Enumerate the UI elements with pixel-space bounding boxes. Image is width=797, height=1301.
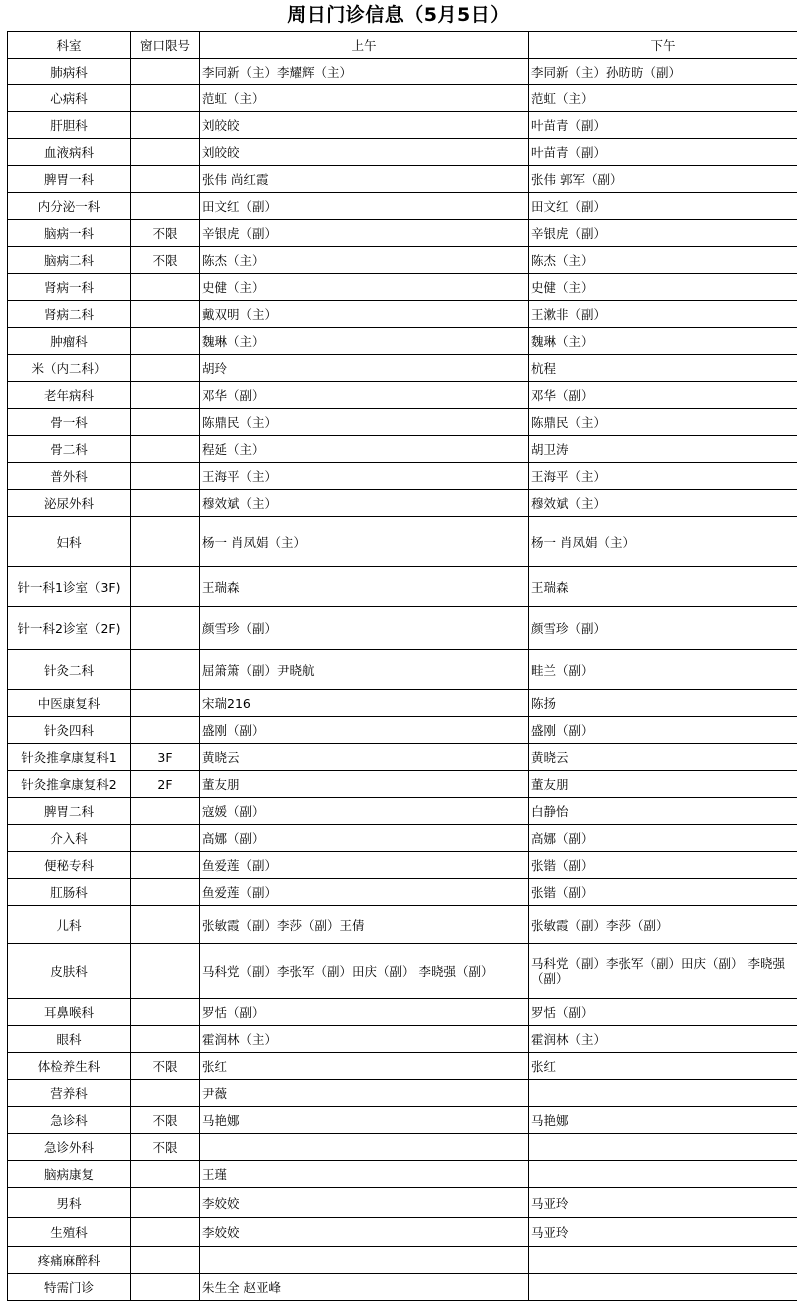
morning-cell: 霍润林（主） (200, 1026, 529, 1053)
afternoon-cell: 王瑞森 (529, 567, 797, 607)
morning-cell: 马科党（副）李张军（副）田庆（副） 李晓强（副） (200, 944, 529, 999)
table-row (8, 247, 797, 274)
morning-cell: 鱼爱莲（副） (200, 852, 529, 879)
window-limit-cell (131, 490, 200, 517)
department-cell: 介入科 (8, 825, 131, 852)
morning-cell: 刘皎皎 (200, 112, 529, 139)
afternoon-cell (529, 1134, 797, 1161)
afternoon-cell: 颜雪珍（副） (529, 607, 797, 650)
window-limit-cell (131, 906, 200, 944)
table-row (8, 436, 797, 463)
window-limit-cell (131, 436, 200, 463)
morning-cell: 董友朋 (200, 771, 529, 798)
window-limit-cell (131, 567, 200, 607)
morning-cell: 陈杰（主） (200, 247, 529, 274)
table-row (8, 1274, 797, 1301)
department-cell: 针灸四科 (8, 717, 131, 744)
department-cell: 妇科 (8, 517, 131, 567)
table-row (8, 328, 797, 355)
department-cell: 普外科 (8, 463, 131, 490)
window-limit-cell (131, 825, 200, 852)
morning-cell: 李姣姣 (200, 1218, 529, 1247)
table-row (8, 517, 797, 567)
department-cell: 血液病科 (8, 139, 131, 166)
morning-cell: 刘皎皎 (200, 139, 529, 166)
afternoon-cell: 穆效斌（主） (529, 490, 797, 517)
table-row (8, 906, 797, 944)
schedule-table (7, 31, 797, 1301)
window-limit-cell (131, 1188, 200, 1218)
window-limit-cell (131, 1026, 200, 1053)
department-cell: 肿瘤科 (8, 328, 131, 355)
department-cell: 儿科 (8, 906, 131, 944)
window-limit-cell (131, 139, 200, 166)
afternoon-cell: 高娜（副） (529, 825, 797, 852)
table-row (8, 717, 797, 744)
department-cell: 肛肠科 (8, 879, 131, 906)
morning-cell: 范虹（主） (200, 85, 529, 112)
department-cell: 脑病康复 (8, 1161, 131, 1188)
table-row (8, 220, 797, 247)
morning-cell: 高娜（副） (200, 825, 529, 852)
department-cell: 男科 (8, 1188, 131, 1218)
department-cell: 特需门诊 (8, 1274, 131, 1301)
morning-cell: 盛刚（副） (200, 717, 529, 744)
window-limit-cell (131, 999, 200, 1026)
morning-cell: 邓华（副） (200, 382, 529, 409)
window-limit-cell: 不限 (131, 1107, 200, 1134)
department-cell: 针一科2诊室（2F) (8, 607, 131, 650)
window-limit-cell (131, 382, 200, 409)
window-limit-cell (131, 193, 200, 220)
afternoon-cell: 董友朋 (529, 771, 797, 798)
department-cell: 体检养生科 (8, 1053, 131, 1080)
department-cell: 生殖科 (8, 1218, 131, 1247)
window-limit-cell (131, 463, 200, 490)
afternoon-cell: 白静怡 (529, 798, 797, 825)
afternoon-cell: 王海平（主） (529, 463, 797, 490)
afternoon-cell: 张锴（副） (529, 852, 797, 879)
window-limit-cell: 不限 (131, 220, 200, 247)
morning-cell: 张伟 尚红霞 (200, 166, 529, 193)
table-row (8, 607, 797, 650)
afternoon-cell: 陈鼎民（主） (529, 409, 797, 436)
table-row (8, 744, 797, 771)
morning-cell (200, 1134, 529, 1161)
afternoon-cell: 罗恬（副） (529, 999, 797, 1026)
morning-cell: 张红 (200, 1053, 529, 1080)
window-limit-cell (131, 607, 200, 650)
department-cell: 针灸推拿康复科2 (8, 771, 131, 798)
afternoon-cell: 黄晓云 (529, 744, 797, 771)
table-row (8, 771, 797, 798)
department-cell: 肾病一科 (8, 274, 131, 301)
department-cell: 脑病二科 (8, 247, 131, 274)
header-afternoon: 下午 (529, 32, 797, 59)
department-cell: 肺病科 (8, 59, 131, 85)
window-limit-cell (131, 59, 200, 85)
morning-cell: 黄晓云 (200, 744, 529, 771)
table-row (8, 798, 797, 825)
department-cell: 急诊外科 (8, 1134, 131, 1161)
afternoon-cell: 张锴（副） (529, 879, 797, 906)
morning-cell: 朱生全 赵亚峰 (200, 1274, 529, 1301)
department-cell: 疼痛麻醉科 (8, 1247, 131, 1274)
morning-cell: 胡玲 (200, 355, 529, 382)
department-cell: 脾胃二科 (8, 798, 131, 825)
window-limit-cell (131, 1247, 200, 1274)
afternoon-cell: 张红 (529, 1053, 797, 1080)
afternoon-cell (529, 1080, 797, 1107)
table-row (8, 490, 797, 517)
department-cell: 泌尿外科 (8, 490, 131, 517)
morning-cell: 寇媛（副） (200, 798, 529, 825)
morning-cell: 王瑾 (200, 1161, 529, 1188)
afternoon-cell: 张伟 郭军（副） (529, 166, 797, 193)
table-row (8, 1134, 797, 1161)
afternoon-cell: 李同新（主）孙昉昉（副） (529, 59, 797, 85)
afternoon-cell: 胡卫涛 (529, 436, 797, 463)
morning-cell: 李姣姣 (200, 1188, 529, 1218)
window-limit-cell (131, 944, 200, 999)
table-row (8, 193, 797, 220)
afternoon-cell (529, 1274, 797, 1301)
window-limit-cell (131, 690, 200, 717)
afternoon-cell: 张敏霞（副）李莎（副） (529, 906, 797, 944)
table-row (8, 59, 797, 85)
table-row (8, 1161, 797, 1188)
table-row (8, 1107, 797, 1134)
header-row (8, 32, 797, 59)
afternoon-cell: 陈杰（主） (529, 247, 797, 274)
department-cell: 肾病二科 (8, 301, 131, 328)
window-limit-cell (131, 112, 200, 139)
afternoon-cell: 马亚玲 (529, 1188, 797, 1218)
department-cell: 针灸推拿康复科1 (8, 744, 131, 771)
table-row (8, 463, 797, 490)
table-row (8, 1247, 797, 1274)
department-cell: 骨一科 (8, 409, 131, 436)
afternoon-cell: 史健（主） (529, 274, 797, 301)
header-morning: 上午 (200, 32, 529, 59)
department-cell: 内分泌一科 (8, 193, 131, 220)
afternoon-cell: 畦兰（副） (529, 650, 797, 690)
window-limit-cell (131, 409, 200, 436)
table-row (8, 409, 797, 436)
table-row (8, 690, 797, 717)
afternoon-cell: 杭程 (529, 355, 797, 382)
afternoon-cell: 田文红（副） (529, 193, 797, 220)
department-cell: 针一科1诊室（3F) (8, 567, 131, 607)
window-limit-cell (131, 852, 200, 879)
window-limit-cell: 不限 (131, 1134, 200, 1161)
window-limit-cell (131, 85, 200, 112)
morning-cell: 田文红（副） (200, 193, 529, 220)
morning-cell: 程延（主） (200, 436, 529, 463)
table-row (8, 1080, 797, 1107)
afternoon-cell: 王漱非（副） (529, 301, 797, 328)
window-limit-cell (131, 517, 200, 567)
afternoon-cell: 魏琳（主） (529, 328, 797, 355)
window-limit-cell (131, 166, 200, 193)
department-cell: 中医康复科 (8, 690, 131, 717)
afternoon-cell (529, 1161, 797, 1188)
morning-cell: 张敏霞（副）李莎（副）王倩 (200, 906, 529, 944)
window-limit-cell (131, 650, 200, 690)
morning-cell: 王海平（主） (200, 463, 529, 490)
department-cell: 营养科 (8, 1080, 131, 1107)
window-limit-cell: 不限 (131, 247, 200, 274)
department-cell: 针灸二科 (8, 650, 131, 690)
morning-cell: 李同新（主）李耀辉（主） (200, 59, 529, 85)
window-limit-cell: 不限 (131, 1053, 200, 1080)
table-row (8, 999, 797, 1026)
afternoon-cell: 邓华（副） (529, 382, 797, 409)
table-row (8, 825, 797, 852)
window-limit-cell (131, 328, 200, 355)
morning-cell: 宋瑞216 (200, 690, 529, 717)
table-row (8, 112, 797, 139)
morning-cell: 屈箫箫（副）尹晓航 (200, 650, 529, 690)
header-department: 科室 (8, 32, 131, 59)
morning-cell: 戴双明（主） (200, 301, 529, 328)
afternoon-cell: 辛银虎（副） (529, 220, 797, 247)
window-limit-cell (131, 879, 200, 906)
table-row (8, 1218, 797, 1247)
table-row (8, 1026, 797, 1053)
table-row (8, 567, 797, 607)
window-limit-cell: 3F (131, 744, 200, 771)
table-row (8, 85, 797, 112)
afternoon-cell: 陈扬 (529, 690, 797, 717)
table-row (8, 139, 797, 166)
afternoon-cell: 马科党（副）李张军（副）田庆（副） 李晓强（副） (529, 944, 797, 999)
morning-cell: 颜雪珍（副） (200, 607, 529, 650)
morning-cell: 罗恬（副） (200, 999, 529, 1026)
morning-cell: 王瑞森 (200, 567, 529, 607)
afternoon-cell: 霍润林（主） (529, 1026, 797, 1053)
department-cell: 肝胆科 (8, 112, 131, 139)
window-limit-cell (131, 301, 200, 328)
department-cell: 耳鼻喉科 (8, 999, 131, 1026)
window-limit-cell (131, 1080, 200, 1107)
department-cell: 皮肤科 (8, 944, 131, 999)
window-limit-cell (131, 1161, 200, 1188)
afternoon-cell: 盛刚（副） (529, 717, 797, 744)
afternoon-cell (529, 1247, 797, 1274)
afternoon-cell: 马亚玲 (529, 1218, 797, 1247)
table-row (8, 1053, 797, 1080)
afternoon-cell: 叶苗青（副） (529, 112, 797, 139)
table-row (8, 852, 797, 879)
window-limit-cell: 2F (131, 771, 200, 798)
afternoon-cell: 范虹（主） (529, 85, 797, 112)
morning-cell: 穆效斌（主） (200, 490, 529, 517)
morning-cell: 马艳娜 (200, 1107, 529, 1134)
table-row (8, 355, 797, 382)
department-cell: 心病科 (8, 85, 131, 112)
department-cell: 老年病科 (8, 382, 131, 409)
window-limit-cell (131, 355, 200, 382)
morning-cell: 魏琳（主） (200, 328, 529, 355)
morning-cell: 辛银虎（副） (200, 220, 529, 247)
page-title: 周日门诊信息（5月5日） (0, 0, 797, 31)
window-limit-cell (131, 798, 200, 825)
table-row (8, 382, 797, 409)
afternoon-cell: 杨一 肖凤娟（主） (529, 517, 797, 567)
department-cell: 急诊科 (8, 1107, 131, 1134)
window-limit-cell (131, 1218, 200, 1247)
department-cell: 脑病一科 (8, 220, 131, 247)
afternoon-cell: 马艳娜 (529, 1107, 797, 1134)
table-row (8, 274, 797, 301)
morning-cell: 史健（主） (200, 274, 529, 301)
morning-cell: 鱼爱莲（副） (200, 879, 529, 906)
department-cell: 眼科 (8, 1026, 131, 1053)
table-row (8, 301, 797, 328)
afternoon-cell: 叶苗青（副） (529, 139, 797, 166)
department-cell: 骨二科 (8, 436, 131, 463)
table-row (8, 1188, 797, 1218)
table-row (8, 879, 797, 906)
window-limit-cell (131, 717, 200, 744)
table-row (8, 944, 797, 999)
schedule-body (8, 59, 797, 1301)
window-limit-cell (131, 1274, 200, 1301)
morning-cell (200, 1247, 529, 1274)
department-cell: 脾胃一科 (8, 166, 131, 193)
header-window-limit: 窗口限号 (131, 32, 200, 59)
table-row (8, 166, 797, 193)
department-cell: 便秘专科 (8, 852, 131, 879)
morning-cell: 陈鼎民（主） (200, 409, 529, 436)
table-row (8, 650, 797, 690)
morning-cell: 尹薇 (200, 1080, 529, 1107)
department-cell: 米（内二科） (8, 355, 131, 382)
window-limit-cell (131, 274, 200, 301)
morning-cell: 杨一 肖凤娟（主） (200, 517, 529, 567)
